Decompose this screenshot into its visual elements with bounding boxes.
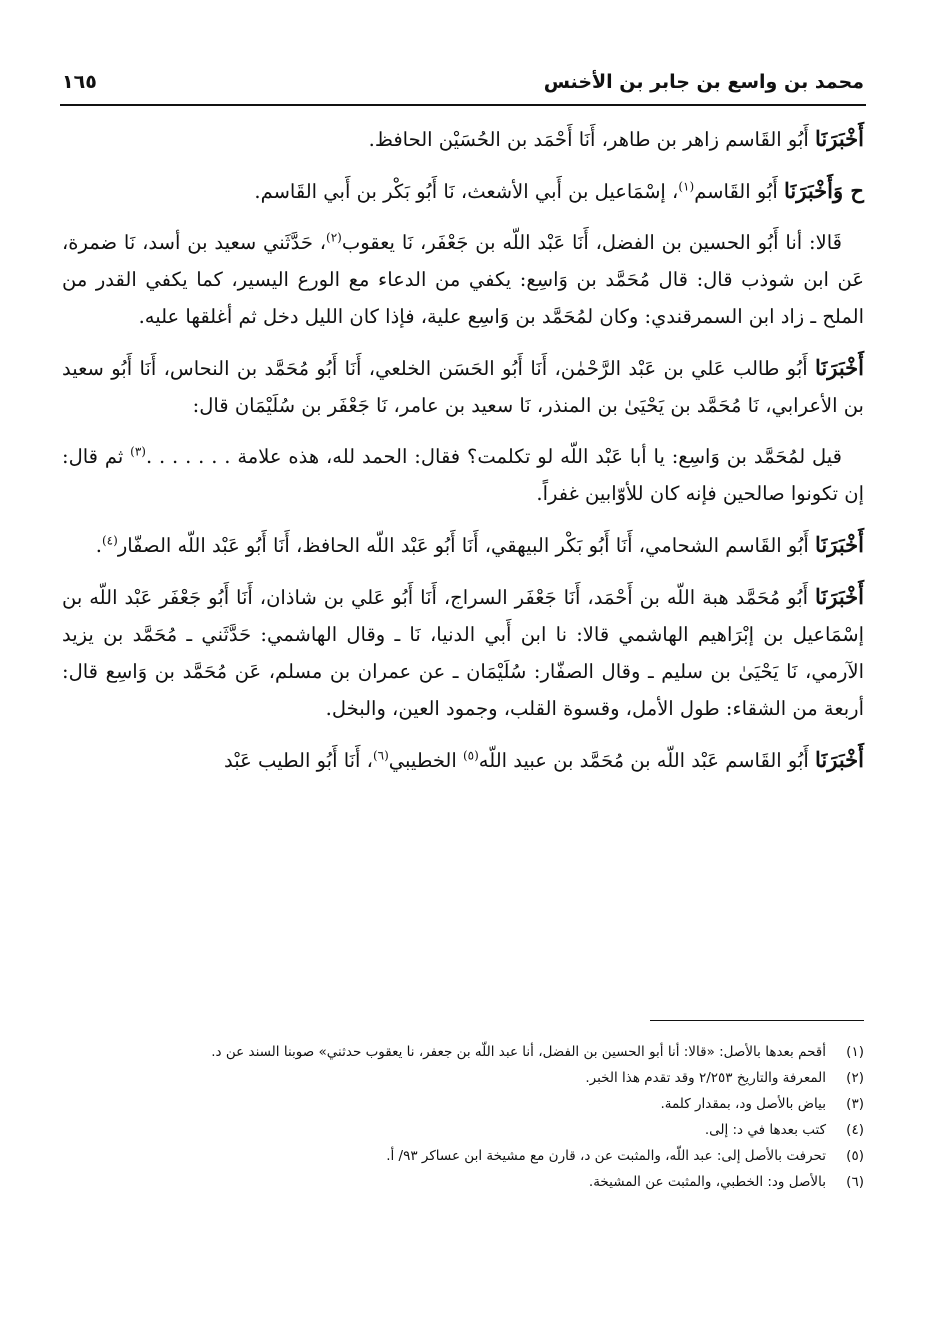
page-number: ١٦٥	[62, 71, 97, 93]
keyword-akhbarana: ح وَأَخْبَرَنَا	[784, 178, 864, 203]
footnote-ref: (١)	[678, 179, 695, 194]
footnote-text: تحرفت بالأصل إلى: عبد اللّه، والمثبت عن د، قارن مع مشيخة ابن عساكر ٩٣/ أ.	[386, 1148, 826, 1164]
keyword-akhbarana: أَخْبَرَنَا	[815, 355, 864, 380]
paragraph-text: أَبُو القَاسم	[694, 180, 784, 203]
footnote-number: (٤)	[846, 1122, 864, 1138]
footnote	[62, 1170, 864, 1194]
paragraph-text: قيل لمُحَمَّد بن وَاسِع: يا أبا عَبْد اللّه لو تكلمت؟ فقال: الحمد لله، هذه علامة . . . . . . .	[145, 445, 842, 468]
paragraph-text: ، إسْمَاعيل بن أَبي الأشعث، نَا أَبُو بَكْر بن أَبي القَاسم.	[254, 180, 679, 203]
header-rule	[60, 104, 866, 106]
footnote-text: بياض بالأصل ود، بمقدار كلمة.	[660, 1096, 826, 1112]
paragraph-text: أَبُو مُحَمَّد هبة اللّه بن أَحْمَد، أَنَا جَعْفَر السراج، أَنَا أَبُو عَلي بن شاذان، أَنَا أَبُو جَعْفَر عَبْد اللّه بن إسْمَاعيل بن إبْرَاهيم الهاشمي قالا: نا ابن أَبي الدنيا، نَا ـ وقال الهاشمي: حَدَّثَني ـ مُحَمَّد بن يزيد الآرمي، نَا يَحْيَىٰ بن سليم ـ وقال الصفّار: سُلَيْمَان ـ عن عمران بن مسلم، عَن مُحَمَّد بن وَاسِع قال: أربعة من الشقاء: طول الأمل، وقسوة القلب، وجمود العين، والبخل.	[62, 586, 864, 720]
keyword-akhbarana: أَخْبَرَنَا	[815, 126, 864, 151]
paragraph-text: ، أَنَا أَبُو الطيب عَبْد	[224, 749, 373, 772]
paragraph-text: قَالا: أنا أَبُو الحسين بن الفضل، أَنَا عَبْد اللّه بن جَعْفَر، نَا يعقوب	[341, 231, 842, 254]
footnote	[62, 1066, 864, 1090]
paragraph-text: أَبُو طالب عَلي بن عَبْد الرَّحْمٰن، أَنَا أَبُو الحَسَن الخلعي، أَنَا أَبُو مُحَمَّد بن النحاس، أَنَا أَبُو سعيد بن الأعرابي، نَا مُحَمَّد بن يَحْيَىٰ بن المنذر، نَا سعيد بن عامر، نَا جَعْفَر بن سُلَيْمَان قال:	[62, 357, 864, 417]
footnote-ref: (٢)	[326, 230, 342, 245]
footnote-text: أقحم بعدها بالأصل: «قالا: أنا أبو الحسين بن الفضل، أنا عبد اللّه بن جعفر، نا يعقوب حدثني» صوبنا السند عن د.	[211, 1044, 826, 1060]
footnote-ref: (٥)	[462, 748, 479, 763]
paragraph-3	[62, 224, 864, 335]
footnotes	[62, 1040, 864, 1196]
footnote-number: (٢)	[846, 1070, 864, 1086]
paragraph-text: .	[95, 534, 102, 557]
footnote-text: بالأصل ود: الخطبي، والمثبت عن المشيخة.	[588, 1174, 826, 1190]
paragraph-text: الخطيبي	[388, 749, 463, 772]
footnote	[62, 1118, 864, 1142]
paragraph-5	[62, 438, 864, 512]
footnote-ref: (٤)	[101, 533, 118, 548]
paragraph-8	[62, 741, 864, 779]
footnote-separator	[650, 1020, 864, 1021]
footnote-number: (٥)	[846, 1148, 864, 1164]
footnote-number: (١)	[846, 1044, 864, 1060]
paragraph-text: ، حَدَّثَني سعيد بن أسد، نَا ضمرة، عَن ابن شوذب قال: قال مُحَمَّد بن وَاسِع: يكفي من الدعاء مع الورع اليسير، كما يكفي القدر من الملح ـ زاد ابن السمرقندي: وكان لمُحَمَّد بن وَاسِع علية، فإذا كان الليل دخل ثم أغلقها عليه.	[62, 231, 864, 328]
footnote	[62, 1144, 864, 1168]
page-header	[62, 62, 864, 102]
footnote-number: (٣)	[846, 1096, 864, 1112]
paragraph-4	[62, 349, 864, 424]
footnote-number: (٦)	[846, 1174, 864, 1190]
paragraph-6	[62, 526, 864, 564]
paragraph-text: أَبُو القَاسم زاهر بن طاهر، أَنَا أَحْمَد بن الحُسَيْن الحافظ.	[368, 128, 816, 151]
paragraph-7	[62, 578, 864, 727]
footnote-ref: (٣)	[130, 444, 146, 459]
paragraph-1	[62, 120, 864, 158]
footnote-text: كتب بعدها في د: إلى.	[704, 1122, 826, 1138]
main-text	[62, 120, 864, 793]
paragraph-text: أَبُو القَاسم الشحامي، أَنَا أَبُو بَكْر البيهقي، أَنَا أَبُو عَبْد اللّه الحافظ، أَنَا أَبُو عَبْد اللّه الصفّار	[117, 534, 816, 557]
keyword-akhbarana: أَخْبَرَنَا	[815, 584, 864, 609]
footnote-text: المعرفة والتاريخ ٢/٢٥٣ وقد تقدم هذا الخبر.	[585, 1070, 826, 1086]
keyword-akhbarana: أَخْبَرَنَا	[815, 532, 864, 557]
running-title: محمد بن واسع بن جابر بن الأخنس	[543, 71, 864, 93]
paragraph-text: أَبُو القَاسم عَبْد اللّه بن مُحَمَّد بن عبيد اللّه	[478, 749, 816, 772]
footnote-ref: (٦)	[372, 748, 389, 763]
footnote	[62, 1040, 864, 1064]
footnote	[62, 1092, 864, 1116]
paragraph-text: ثم قال: إن تكونوا صالحين فإنه كان للأوّابين غفراً.	[62, 445, 864, 505]
paragraph-2	[62, 172, 864, 210]
keyword-akhbarana: أَخْبَرَنَا	[815, 747, 864, 772]
